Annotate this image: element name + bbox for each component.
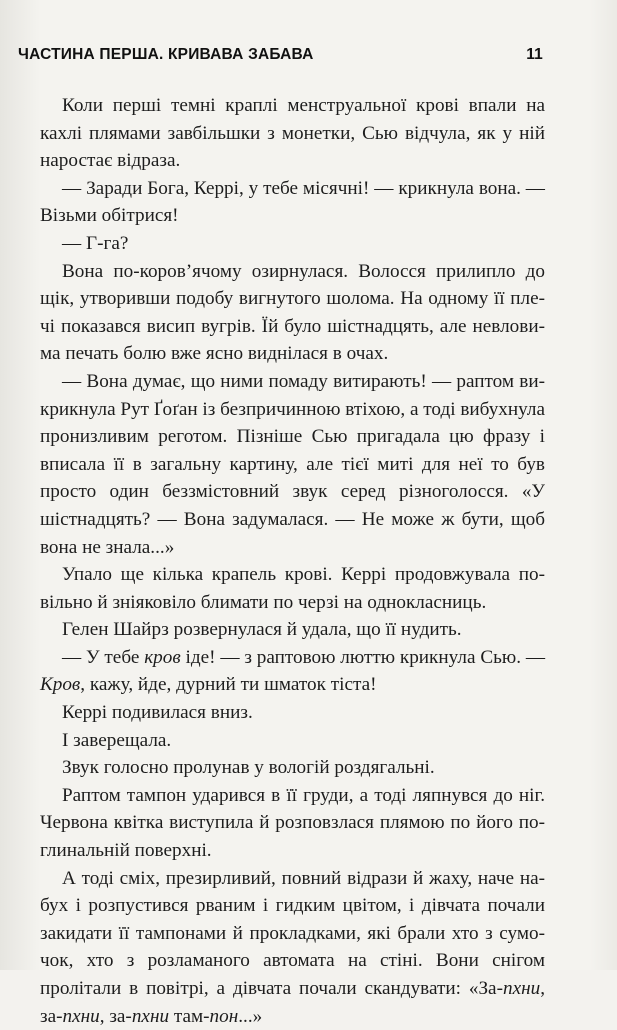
text-run: Коли перші темні краплі менструальної крові впали на кахлі плямами завбільшки з монетки, Сью відчула, як у ній наростає відраза. [40,95,545,172]
emphasis-text: пхни [131,1005,170,1027]
paragraph [40,175,545,230]
text-run: — Вона думає, що ними помаду витирають! — раптом викрикнула Рут Ґоґан із безпричинною втіхою, а тоді вибухнула пронизливим реготом. Пізніше Сью пригадала цю фразу і вписала її в загальну картину, але тієї миті для неї то був просто один беззмістовний звук серед різноголосся. «У шістнадцять? — Вона задумалася. — Не може ж бути, щоб вона не знала...» [40,370,545,558]
paragraph [40,782,545,865]
running-head [18,45,543,65]
text-run: там- [169,1005,210,1027]
chapter-title: ЧАСТИНА ПЕРША. КРИВАВА ЗАБАВА [18,46,314,63]
text-run: — Заради Бога, Керрі, у тебе місячні! — крикнула вона. — Візьми обітрися! [40,177,545,227]
text-run: Раптом тампон ударився в її груди, а тоді ляпнувся до ніг. Червона квітка виступила й розповзлася плямою по його поглинальній поверхні. [40,784,545,862]
text-run: Керрі подивилася вниз. [62,702,253,724]
paragraph [40,616,545,644]
paragraph [40,727,545,755]
text-run: І заверещала. [62,729,172,751]
text-run: Звук голосно пролунав у вологій роздягальні. [62,757,435,779]
paragraph [40,561,545,616]
text-run: — Г-га? [62,232,129,254]
paragraph [40,368,545,561]
paragraph [40,699,545,727]
emphasis-text: кров [144,646,181,668]
text-run: , кажу, йде, дурний ти шматок тіста! [80,674,377,696]
text-run: — У тебе [62,646,145,668]
emphasis-text: пхни [502,978,541,999]
body-text [40,92,545,1030]
page-number: 11 [526,46,543,63]
text-run: іде! — з раптовою люттю крикнула Сью. — [180,646,546,668]
paragraph [40,230,545,258]
paragraph [40,258,545,368]
emphasis-text: пон [209,1005,239,1027]
emphasis-text: Кров [40,674,81,696]
text-run: , за- [40,978,545,1027]
paragraph [40,92,545,175]
text-run: , за- [99,1005,132,1027]
text-run: А тоді сміх, презирливий, повний відрази й жаху, наче набух і розпустився рваним і гидким цвітом, і дівчата почали закидати її тампонами й прокладками, які брали хто з сумочок, хто з розламаного автомата на стіні. Вони снігом пролітали в повітрі, а дівчата почали скандувати: «За- [40,867,545,999]
text-run: Гелен Шайрз розвернулася й удала, що її нудить. [62,619,462,641]
text-run: ...» [238,1005,263,1027]
text-run: Вона по-коров’ячому озирнулася. Волосся прилипло до щік, утворивши подобу вигнутого шолома. На одному її плечі показався висип вугрів. Їй було шістнадцять, але невловима печать болю вже ясно виднілася в очах. [40,260,545,365]
text-run: Упало ще кілька крапель крові. Керрі продовжувала повільно й зніяковіло блимати по черзі на однокласниць. [40,564,545,613]
paragraph [40,644,545,699]
emphasis-text: пхни [62,1005,100,1027]
paragraph [40,865,545,1030]
paragraph [40,754,545,782]
